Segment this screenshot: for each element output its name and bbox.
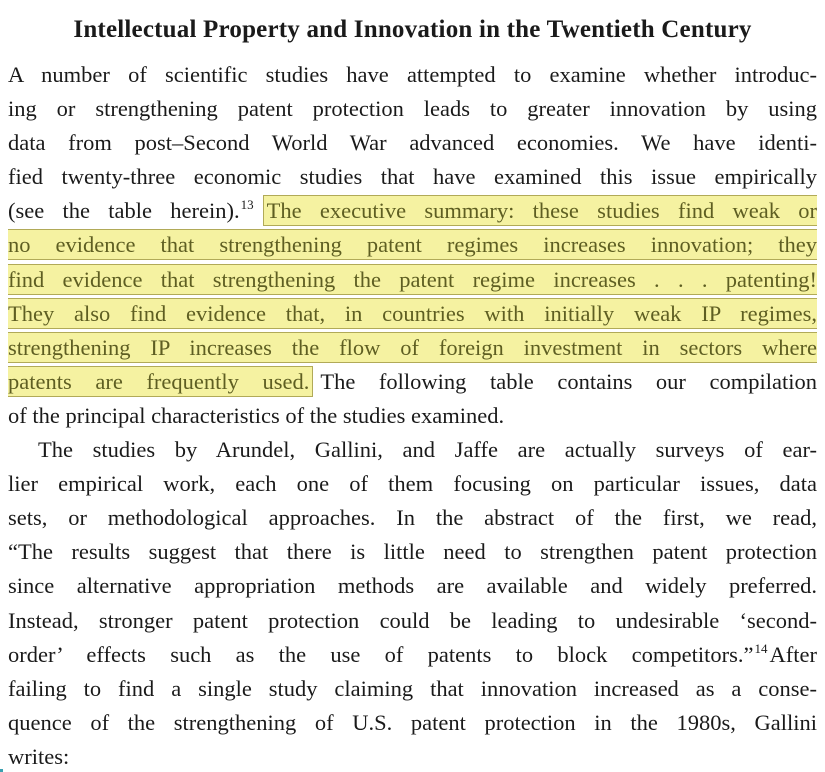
page-title: Intellectual Property and Innovation in the Twentieth Century [73,16,752,43]
body-segment: quence of the strengthening of U.S. patent protection in the 1980s, Gallini [8,709,817,735]
body-segment: After [769,641,817,667]
footnote-ref-14: 14 [754,640,768,656]
text-line [8,297,817,331]
body-segment: order’ effects such as the use of patents to block competitors.” [8,641,754,667]
text-line [8,263,817,297]
text-line [8,399,817,433]
highlighted-text: no evidence that strengthening patent regimes increases innovation; they [8,229,817,260]
text-line [8,160,817,194]
body-segment: The studies by Arundel, Gallini, and Jaffe are actually surveys of ear- [38,437,817,463]
body-segment: fied twenty-three economic studies that have examined this issue empirically [8,164,817,190]
text-line [8,58,817,92]
body-segment: since alternative appropriation methods are available and widely preferred. [8,573,817,599]
body-text [0,58,825,772]
body-segment: ing or strengthening patent protection leads to greater innovation by using [8,96,817,122]
body-segment: “The results suggest that there is little need to strengthen patent protection [8,539,817,565]
text-line [8,467,817,501]
body-segment: of the principal characteristics of the studies examined. [8,402,505,428]
text-line [8,194,817,228]
text-line [8,433,817,467]
highlighted-text: The executive summary: these studies find weak or [263,195,817,226]
text-line [8,365,817,399]
highlighted-text: patents are frequently used. [8,366,313,397]
body-segment: The following table contains our compilation [320,368,817,394]
text-line [8,228,817,262]
footnote-ref-13: 13 [240,197,254,213]
text-line [8,535,817,569]
text-line [8,92,817,126]
body-segment: failing to find a single study claiming that innovation increased as a conse- [8,675,817,701]
text-line [8,740,817,772]
body-segment: lier empirical work, each one of them focusing on particular issues, data [8,471,817,497]
body-segment: A number of scientific studies have attempted to examine whether introduc- [8,62,817,87]
body-segment: writes: [8,743,70,769]
text-line [8,706,817,740]
text-line [8,638,817,672]
text-line [8,501,817,535]
body-segment: (see the table herein). [8,198,240,224]
body-segment: sets, or methodological approaches. In the abstract of the first, we read, [8,505,817,531]
highlighted-text: They also find evidence that, in countries with initially weak IP regimes, [8,298,817,329]
text-line [8,604,817,638]
text-line [8,331,817,365]
text-line [8,672,817,706]
body-segment: Instead, stronger patent protection could be leading to undesirable ‘second- [8,607,817,633]
text-line [8,569,817,603]
text-line [8,126,817,160]
body-segment: data from post–Second World War advanced economies. We have identi- [8,130,817,156]
highlighted-text: strengthening IP increases the flow of foreign investment in sectors where [8,332,817,363]
highlighted-text: find evidence that strengthening the patent regime increases . . . patenting! [8,264,817,295]
